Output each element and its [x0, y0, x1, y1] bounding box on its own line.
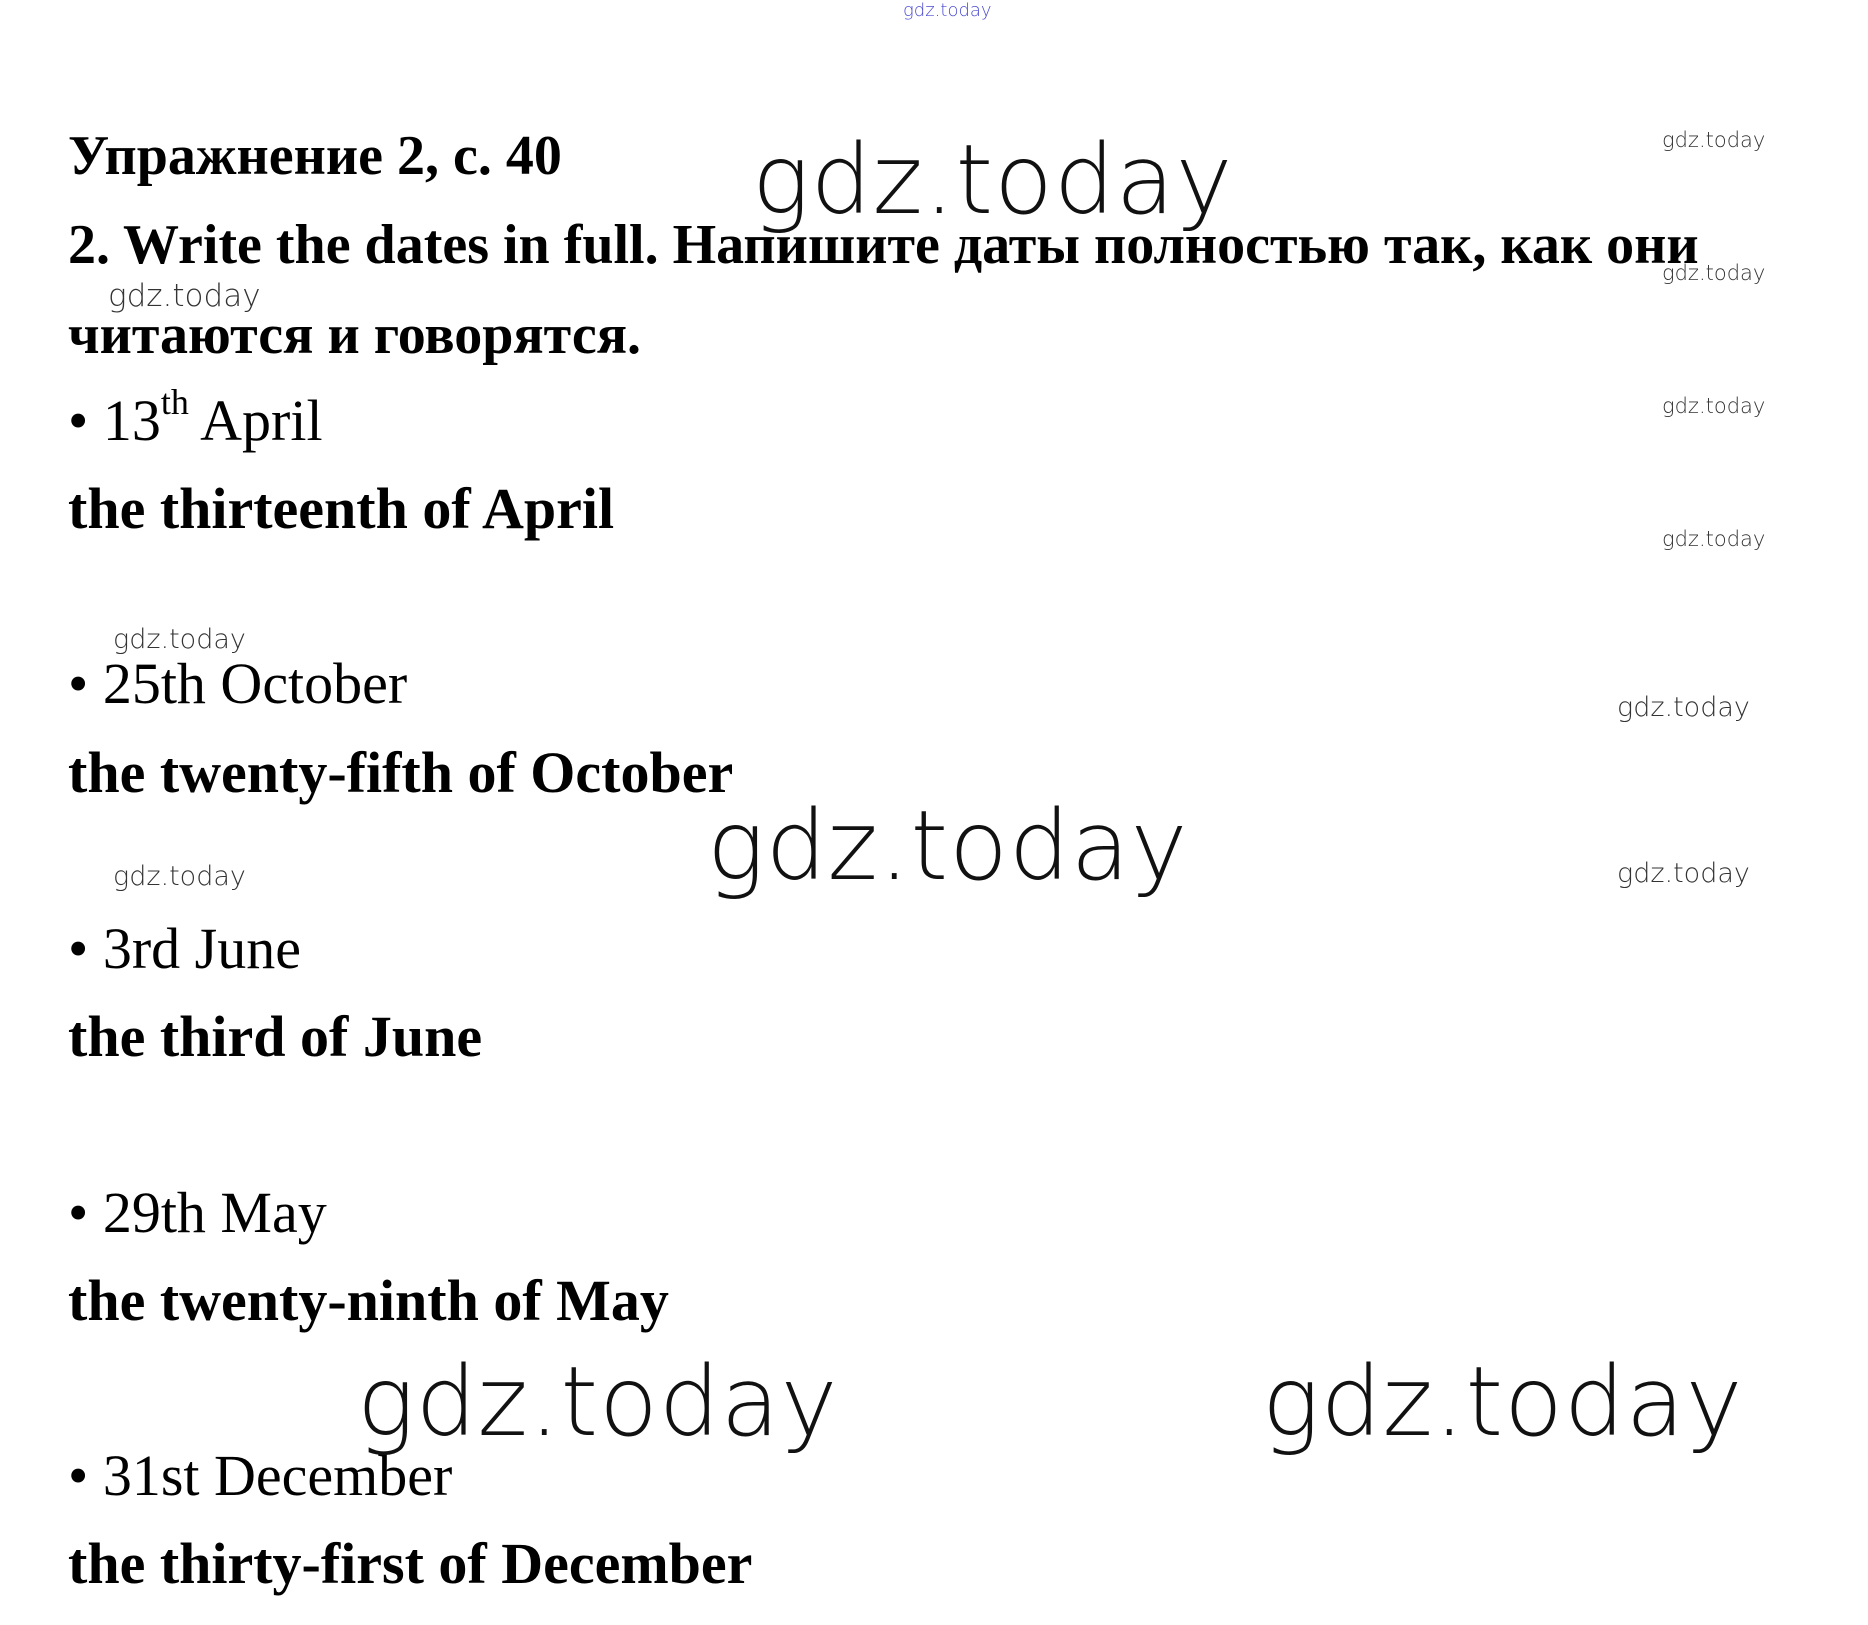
date-answer: the twenty-ninth of May	[68, 1268, 669, 1333]
watermark: gdz.today	[1662, 527, 1766, 551]
watermark: gdz.today	[1662, 394, 1766, 418]
date-answer: the twenty-fifth of October	[68, 740, 734, 805]
date-answer: the thirty-first of December	[68, 1531, 753, 1596]
date-number: 13	[102, 388, 161, 453]
watermark: gdz.today	[1617, 692, 1750, 723]
watermark: gdz.today	[113, 624, 246, 655]
watermark: gdz.today	[108, 278, 261, 314]
date-month: April	[200, 388, 323, 453]
watermark: gdz.today	[357, 1346, 839, 1458]
watermark: gdz.today	[1262, 1346, 1744, 1458]
date-answer: the thirteenth of April	[68, 476, 615, 541]
date-item	[68, 651, 408, 716]
date-item	[68, 382, 323, 453]
date-text: 29th May	[102, 1180, 327, 1245]
date-text: 31st December	[102, 1443, 453, 1508]
bullet: •	[68, 388, 89, 453]
date-suffix: th	[160, 382, 189, 422]
exercise-title: Упражнение 2, с. 40	[68, 125, 562, 187]
date-answer: the third of June	[68, 1004, 483, 1069]
watermark: gdz.today	[113, 861, 246, 892]
bullet: •	[68, 651, 89, 716]
date-item	[68, 916, 301, 981]
watermark: gdz.today	[1662, 261, 1766, 285]
task-instruction-line-2: читаются и говорятся.	[68, 304, 641, 366]
bullet: •	[68, 916, 89, 981]
watermark: gdz.today	[1617, 858, 1750, 889]
watermark: gdz.today	[903, 0, 992, 21]
watermark: gdz.today	[752, 124, 1234, 236]
bullet: •	[68, 1443, 89, 1508]
watermark: gdz.today	[1662, 128, 1766, 152]
date-text: 25th October	[102, 651, 408, 716]
date-item	[68, 1180, 327, 1245]
watermark: gdz.today	[707, 790, 1189, 902]
date-text: 3rd June	[102, 916, 301, 981]
bullet: •	[68, 1180, 89, 1245]
task-instruction-line-1: 2. Write the dates in full. Напишите даты полностью так, как они	[68, 214, 1699, 276]
